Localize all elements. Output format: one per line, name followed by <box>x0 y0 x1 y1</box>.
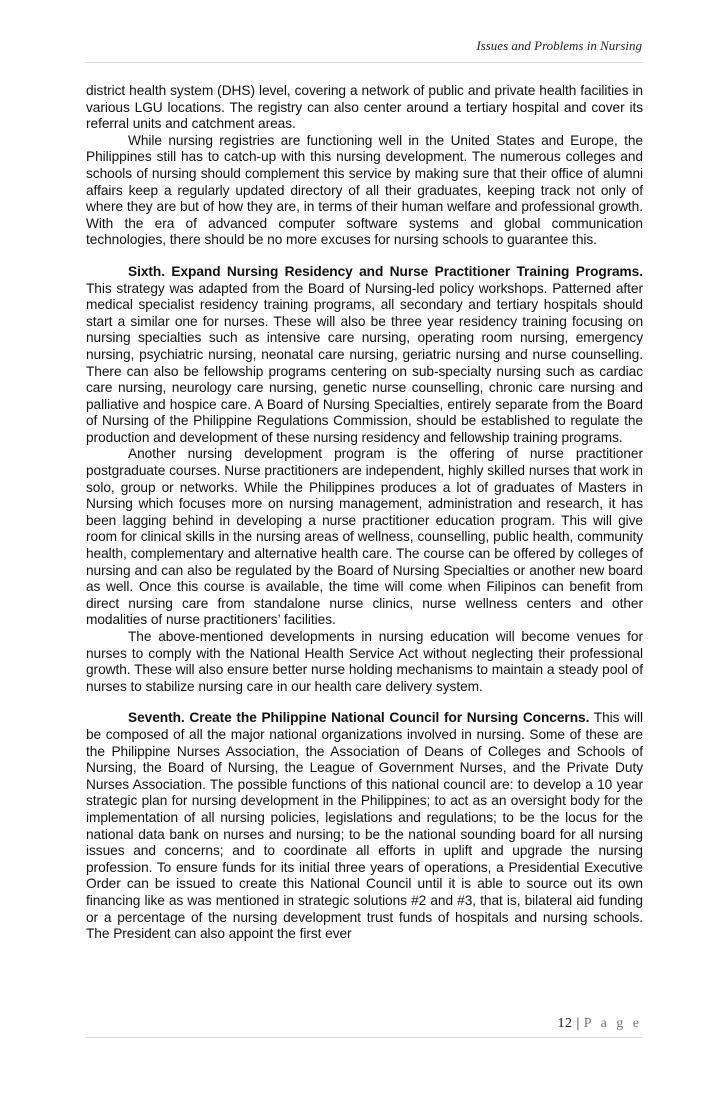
section-heading-seventh: Seventh. Create the Philippine National Council for Nursing Concerns. <box>128 710 590 726</box>
page-body <box>86 83 643 943</box>
paragraph-text: This strategy was adapted from the Board of Nursing-led policy workshops. Patterned after medical specialist residency training programs, all secondary and tertiary hospitals should start a similar one for nurses. These will also be three year residency training focusing on nursing specialties such as intensive care nursing, operating room nursing, emergency nursing, psychiatric nursing, neonatal care nursing, geriatric nursing and nurse counselling. There can also be fellowship programs centering on sub-specialty nursing such as cardiac care nursing, neurology care nursing, genetic nurse counselling, chronic care nursing and palliative and hospice care. A Board of Nursing Specialties, entirely separate from the Board of Nursing of the Philippine Regulations Commission, should be established to regulate the production and development of these nursing residency and fellowship training programs. <box>86 280 643 445</box>
paragraph: The above-mentioned developments in nursing education will become venues for nurses to comply with the National Health Service Act without neglecting their professional growth. These will also ensure better nurse holding mechanisms to maintain a steady pool of nurses to stabilize nursing care in our health care delivery system. <box>86 629 643 694</box>
page-number: 12 <box>557 1016 573 1031</box>
paragraph: Another nursing development program is the offering of nurse practitioner postgraduate courses. Nurse practitioners are independent, highly skilled nurses that work in solo, group or networks. While the Philippines produces a lot of graduates of Masters in Nursing which focuses more on nursing management, administration and research, it has been lagging behind in developing a nurse practitioner education program. This will give room for clinical skills in the nursing areas of wellness, counselling, public health, community health, complementary and alternative health care. The course can be offered by colleges of nursing and can also be regulated by the Board of Nursing Specialties or another new board as well. Once this course is available, the time will come when Filipinos can benefit from direct nursing care from standalone nurse clinics, nurse wellness centers and other modalities of nurse practitioners’ facilities. <box>86 446 643 628</box>
header-divider <box>86 62 642 63</box>
page-footer <box>557 1016 642 1032</box>
paragraph-seventh <box>86 710 643 942</box>
running-header: Issues and Problems in Nursing <box>476 38 642 53</box>
section-heading-sixth: Sixth. Expand Nursing Residency and Nurse Practitioner Training Programs. <box>128 263 643 279</box>
paragraph: While nursing registries are functioning well in the United States and Europe, the Philippines still has to catch-up with this nursing development. The numerous colleges and schools of nursing should complement this service by making sure that their office of alumni affairs keep a regularly updated directory of all their graduates, keeping track not only of where they are but of how they are, in terms of their human welfare and professional growth. With the era of advanced computer software systems and global communication technologies, there should be no more excuses for nursing schools to guarantee this. <box>86 132 643 248</box>
footer-divider <box>86 1037 642 1038</box>
page-label: P a g e <box>583 1016 642 1031</box>
paragraph-sixth <box>86 264 643 447</box>
paragraph: district health system (DHS) level, covering a network of public and private health facilities in various LGU locations. The registry can also center around a tertiary hospital and cover its referral units and catchment areas. <box>86 83 643 132</box>
page-separator: | <box>572 1016 584 1031</box>
paragraph-text: This will be composed of all the major national organizations involved in nursing. Some of these are the Philippine Nurses Association, the Association of Deans of Colleges and Schools of Nursing, the Board of Nursing, the League of Government Nurses, and the Private Duty Nurses Association. The possible functions of this national council are: to develop a 10 year strategic plan for nursing development in the Philippines; to act as an oversight body for the implementation of all nursing policies, legislations and regulations; to be the locus for the national data bank on nurses and nursing; to be the national sounding board for all nursing issues and concerns; and to coordinate all efforts in uplift and upgrade the nursing profession. To ensure funds for its initial three years of operations, a Presidential Executive Order can be issued to create this National Council until it is able to source out its own financing like as was mentioned in strategic solutions #2 and #3, that is, bilateral aid funding or a percentage of the nursing development trust funds of hospitals and nursing schools. The President can also appoint the first ever <box>86 710 643 942</box>
